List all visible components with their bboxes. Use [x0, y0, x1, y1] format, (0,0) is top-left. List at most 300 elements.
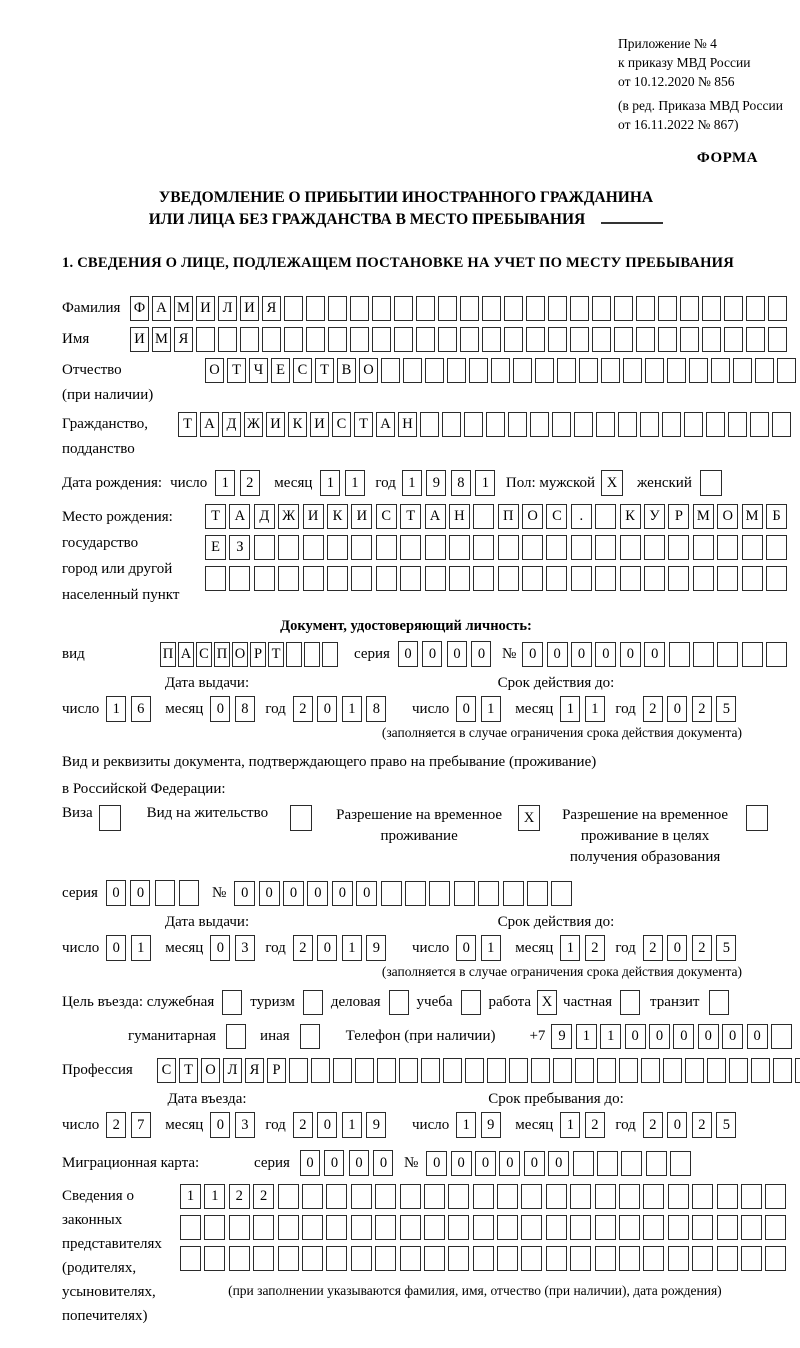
char-cell[interactable]: 0 [106, 880, 126, 906]
char-cell[interactable]: С [157, 1058, 176, 1083]
char-cell[interactable]: 1 [481, 696, 501, 722]
char-cell[interactable]: О [201, 1058, 220, 1083]
char-cell[interactable]: И [351, 504, 372, 529]
char-cell[interactable] [508, 412, 527, 437]
char-cell[interactable] [526, 327, 545, 352]
char-cell[interactable]: В [337, 358, 356, 383]
char-cell[interactable] [328, 296, 347, 321]
char-cell[interactable]: 0 [106, 935, 126, 961]
char-cell[interactable]: 2 [692, 935, 712, 961]
char-cell[interactable]: 0 [422, 641, 442, 667]
char-cell[interactable] [620, 535, 641, 560]
char-cell[interactable] [482, 327, 501, 352]
char-cell[interactable] [278, 1215, 299, 1240]
char-cell[interactable] [375, 1184, 396, 1209]
char-cell[interactable] [795, 1058, 800, 1083]
char-cell[interactable]: П [214, 642, 230, 667]
char-cell[interactable] [724, 296, 743, 321]
char-cell[interactable]: 1 [600, 1024, 621, 1049]
char-cell[interactable]: 0 [571, 642, 592, 667]
char-cell[interactable] [327, 535, 348, 560]
char-cell[interactable] [180, 1215, 201, 1240]
char-cell[interactable] [381, 358, 400, 383]
char-cell[interactable]: И [130, 327, 149, 352]
char-cell[interactable] [702, 296, 721, 321]
char-cell[interactable] [700, 470, 722, 496]
char-cell[interactable]: 0 [210, 935, 230, 961]
char-cell[interactable]: 2 [643, 696, 663, 722]
char-cell[interactable] [546, 1246, 567, 1271]
char-cell[interactable] [278, 1246, 299, 1271]
char-cell[interactable] [570, 1184, 591, 1209]
char-cell[interactable] [400, 566, 421, 591]
char-cell[interactable] [303, 535, 324, 560]
char-cell[interactable]: 0 [722, 1024, 743, 1049]
char-cell[interactable] [278, 1184, 299, 1209]
char-cell[interactable]: 0 [300, 1150, 320, 1176]
char-cell[interactable]: 1 [576, 1024, 597, 1049]
char-cell[interactable] [553, 1058, 572, 1083]
char-cell[interactable]: 1 [475, 470, 495, 496]
char-cell[interactable]: 9 [551, 1024, 572, 1049]
char-cell[interactable]: Ж [278, 504, 299, 529]
char-cell[interactable] [595, 535, 616, 560]
char-cell[interactable]: Я [245, 1058, 264, 1083]
char-cell[interactable]: 1 [560, 696, 580, 722]
char-cell[interactable] [504, 296, 523, 321]
visa-checkbox[interactable] [99, 805, 121, 831]
char-cell[interactable] [473, 535, 494, 560]
char-cell[interactable]: 0 [548, 1151, 569, 1176]
char-cell[interactable]: 5 [716, 935, 736, 961]
char-cell[interactable] [765, 1246, 786, 1271]
char-cell[interactable]: 0 [547, 642, 568, 667]
char-cell[interactable] [486, 412, 505, 437]
char-cell[interactable] [278, 535, 299, 560]
char-cell[interactable]: 0 [307, 881, 328, 906]
char-cell[interactable] [646, 1151, 667, 1176]
char-cell[interactable] [766, 566, 787, 591]
char-cell[interactable] [400, 1246, 421, 1271]
char-cell[interactable]: Т [400, 504, 421, 529]
char-cell[interactable]: 1 [342, 1112, 362, 1138]
char-cell[interactable]: 0 [620, 642, 641, 667]
char-cell[interactable] [394, 296, 413, 321]
char-cell[interactable]: 9 [366, 935, 386, 961]
char-cell[interactable] [692, 1184, 713, 1209]
char-cell[interactable]: П [498, 504, 519, 529]
char-cell[interactable] [685, 1058, 704, 1083]
char-cell[interactable] [570, 327, 589, 352]
char-cell[interactable]: X [601, 470, 623, 496]
char-cell[interactable] [240, 327, 259, 352]
char-cell[interactable] [226, 1024, 246, 1049]
purpose-transit-checkbox[interactable] [709, 990, 729, 1015]
char-cell[interactable]: 0 [317, 935, 337, 961]
char-cell[interactable] [574, 412, 593, 437]
char-cell[interactable]: 0 [524, 1151, 545, 1176]
char-cell[interactable] [302, 1246, 323, 1271]
char-cell[interactable]: 1 [215, 470, 235, 496]
char-cell[interactable] [351, 1215, 372, 1240]
char-cell[interactable]: 8 [235, 696, 255, 722]
char-cell[interactable] [449, 566, 470, 591]
char-cell[interactable]: 0 [317, 1112, 337, 1138]
char-cell[interactable] [531, 1058, 550, 1083]
char-cell[interactable]: 0 [426, 1151, 447, 1176]
char-cell[interactable] [424, 1215, 445, 1240]
char-cell[interactable] [322, 642, 338, 667]
char-cell[interactable] [670, 1151, 691, 1176]
char-cell[interactable]: X [537, 990, 557, 1015]
char-cell[interactable] [689, 358, 708, 383]
char-cell[interactable]: К [288, 412, 307, 437]
char-cell[interactable]: 1 [456, 1112, 476, 1138]
char-cell[interactable] [614, 327, 633, 352]
char-cell[interactable]: 1 [131, 935, 151, 961]
char-cell[interactable] [668, 1215, 689, 1240]
char-cell[interactable] [284, 296, 303, 321]
char-cell[interactable] [473, 1246, 494, 1271]
char-cell[interactable]: 0 [130, 880, 150, 906]
char-cell[interactable] [693, 642, 714, 667]
char-cell[interactable] [425, 358, 444, 383]
char-cell[interactable]: 2 [692, 1112, 712, 1138]
char-cell[interactable] [509, 1058, 528, 1083]
char-cell[interactable] [448, 1184, 469, 1209]
char-cell[interactable]: 0 [625, 1024, 646, 1049]
char-cell[interactable] [680, 296, 699, 321]
char-cell[interactable]: Ч [249, 358, 268, 383]
char-cell[interactable]: О [205, 358, 224, 383]
char-cell[interactable] [644, 566, 665, 591]
char-cell[interactable]: 0 [644, 642, 665, 667]
char-cell[interactable]: 6 [131, 696, 151, 722]
char-cell[interactable] [765, 1215, 786, 1240]
char-cell[interactable] [286, 642, 302, 667]
char-cell[interactable]: 1 [345, 470, 365, 496]
char-cell[interactable] [742, 535, 763, 560]
char-cell[interactable] [597, 1151, 618, 1176]
char-cell[interactable] [196, 327, 215, 352]
char-cell[interactable]: 2 [293, 1112, 313, 1138]
char-cell[interactable]: . [571, 504, 592, 529]
char-cell[interactable] [429, 881, 450, 906]
char-cell[interactable] [478, 881, 499, 906]
char-cell[interactable]: Д [222, 412, 241, 437]
char-cell[interactable] [498, 535, 519, 560]
char-cell[interactable] [619, 1058, 638, 1083]
char-cell[interactable] [473, 504, 494, 529]
char-cell[interactable] [692, 1215, 713, 1240]
char-cell[interactable] [438, 296, 457, 321]
char-cell[interactable]: 2 [585, 935, 605, 961]
char-cell[interactable] [521, 1215, 542, 1240]
char-cell[interactable] [717, 1184, 738, 1209]
char-cell[interactable] [497, 1246, 518, 1271]
char-cell[interactable] [643, 1246, 664, 1271]
char-cell[interactable] [155, 880, 175, 906]
char-cell[interactable] [571, 535, 592, 560]
char-cell[interactable]: Р [668, 504, 689, 529]
char-cell[interactable] [766, 642, 787, 667]
char-cell[interactable]: П [160, 642, 176, 667]
char-cell[interactable] [570, 296, 589, 321]
char-cell[interactable] [179, 880, 199, 906]
char-cell[interactable] [636, 296, 655, 321]
char-cell[interactable]: 0 [456, 935, 476, 961]
residence-permit-checkbox[interactable] [290, 805, 312, 831]
purpose-other-checkbox[interactable] [300, 1024, 320, 1049]
char-cell[interactable]: Е [205, 535, 226, 560]
char-cell[interactable] [375, 1215, 396, 1240]
char-cell[interactable] [619, 1246, 640, 1271]
sex-male-checkbox[interactable] [601, 470, 623, 496]
char-cell[interactable]: Н [398, 412, 417, 437]
char-cell[interactable]: М [174, 296, 193, 321]
char-cell[interactable] [571, 566, 592, 591]
char-cell[interactable]: А [376, 412, 395, 437]
char-cell[interactable] [442, 412, 461, 437]
char-cell[interactable] [304, 642, 320, 667]
char-cell[interactable] [668, 1246, 689, 1271]
purpose-business-checkbox[interactable] [389, 990, 409, 1015]
char-cell[interactable]: Т [205, 504, 226, 529]
char-cell[interactable]: 0 [447, 641, 467, 667]
char-cell[interactable] [473, 1184, 494, 1209]
char-cell[interactable] [460, 296, 479, 321]
char-cell[interactable]: 1 [560, 1112, 580, 1138]
char-cell[interactable]: 0 [210, 696, 230, 722]
char-cell[interactable] [548, 327, 567, 352]
char-cell[interactable] [253, 1215, 274, 1240]
char-cell[interactable]: 0 [673, 1024, 694, 1049]
char-cell[interactable] [724, 327, 743, 352]
char-cell[interactable] [717, 535, 738, 560]
char-cell[interactable] [421, 1058, 440, 1083]
char-cell[interactable]: 2 [240, 470, 260, 496]
char-cell[interactable] [777, 358, 796, 383]
char-cell[interactable] [254, 566, 275, 591]
char-cell[interactable] [229, 1215, 250, 1240]
char-cell[interactable]: И [310, 412, 329, 437]
char-cell[interactable] [640, 412, 659, 437]
char-cell[interactable]: 2 [692, 696, 712, 722]
char-cell[interactable]: 0 [373, 1150, 393, 1176]
char-cell[interactable] [644, 535, 665, 560]
char-cell[interactable]: 0 [283, 881, 304, 906]
char-cell[interactable] [229, 1246, 250, 1271]
char-cell[interactable] [482, 296, 501, 321]
char-cell[interactable] [668, 1184, 689, 1209]
char-cell[interactable] [425, 566, 446, 591]
char-cell[interactable]: 3 [235, 935, 255, 961]
char-cell[interactable] [205, 566, 226, 591]
char-cell[interactable] [229, 566, 250, 591]
char-cell[interactable] [692, 1246, 713, 1271]
char-cell[interactable]: 9 [366, 1112, 386, 1138]
char-cell[interactable] [372, 296, 391, 321]
char-cell[interactable]: С [293, 358, 312, 383]
char-cell[interactable] [473, 1215, 494, 1240]
char-cell[interactable]: И [266, 412, 285, 437]
char-cell[interactable] [311, 1058, 330, 1083]
char-cell[interactable] [669, 642, 690, 667]
char-cell[interactable]: 1 [106, 696, 126, 722]
purpose-official-checkbox[interactable] [222, 990, 242, 1015]
char-cell[interactable]: 0 [324, 1150, 344, 1176]
char-cell[interactable] [302, 1184, 323, 1209]
char-cell[interactable]: А [425, 504, 446, 529]
char-cell[interactable]: М [693, 504, 714, 529]
char-cell[interactable]: 0 [332, 881, 353, 906]
char-cell[interactable]: Т [315, 358, 334, 383]
char-cell[interactable] [278, 566, 299, 591]
char-cell[interactable] [180, 1246, 201, 1271]
char-cell[interactable] [400, 1184, 421, 1209]
char-cell[interactable] [741, 1246, 762, 1271]
char-cell[interactable]: Т [179, 1058, 198, 1083]
char-cell[interactable]: 1 [180, 1184, 201, 1209]
char-cell[interactable]: 0 [475, 1151, 496, 1176]
char-cell[interactable]: Я [262, 296, 281, 321]
char-cell[interactable] [706, 412, 725, 437]
char-cell[interactable]: 3 [235, 1112, 255, 1138]
char-cell[interactable] [546, 1184, 567, 1209]
char-cell[interactable]: И [240, 296, 259, 321]
char-cell[interactable] [377, 1058, 396, 1083]
char-cell[interactable] [746, 296, 765, 321]
char-cell[interactable] [573, 1151, 594, 1176]
char-cell[interactable] [766, 535, 787, 560]
char-cell[interactable] [381, 881, 402, 906]
char-cell[interactable]: 2 [293, 935, 313, 961]
char-cell[interactable] [497, 1215, 518, 1240]
char-cell[interactable]: 0 [595, 642, 616, 667]
char-cell[interactable] [394, 327, 413, 352]
char-cell[interactable]: Л [223, 1058, 242, 1083]
char-cell[interactable] [218, 327, 237, 352]
char-cell[interactable]: 0 [667, 696, 687, 722]
char-cell[interactable]: И [196, 296, 215, 321]
char-cell[interactable] [527, 881, 548, 906]
char-cell[interactable] [376, 535, 397, 560]
char-cell[interactable] [693, 535, 714, 560]
char-cell[interactable]: X [518, 805, 540, 831]
char-cell[interactable]: Ж [244, 412, 263, 437]
char-cell[interactable]: Я [174, 327, 193, 352]
char-cell[interactable]: 0 [499, 1151, 520, 1176]
char-cell[interactable]: 1 [585, 696, 605, 722]
char-cell[interactable] [621, 1151, 642, 1176]
char-cell[interactable] [557, 358, 576, 383]
char-cell[interactable] [643, 1215, 664, 1240]
char-cell[interactable]: 8 [366, 696, 386, 722]
char-cell[interactable]: И [303, 504, 324, 529]
char-cell[interactable] [403, 358, 422, 383]
char-cell[interactable]: К [327, 504, 348, 529]
char-cell[interactable]: 0 [747, 1024, 768, 1049]
char-cell[interactable] [399, 1058, 418, 1083]
char-cell[interactable] [522, 535, 543, 560]
char-cell[interactable]: 0 [234, 881, 255, 906]
char-cell[interactable] [326, 1184, 347, 1209]
char-cell[interactable]: 2 [293, 696, 313, 722]
char-cell[interactable]: 2 [585, 1112, 605, 1138]
char-cell[interactable] [498, 566, 519, 591]
char-cell[interactable] [546, 1215, 567, 1240]
char-cell[interactable] [663, 1058, 682, 1083]
char-cell[interactable]: С [376, 504, 397, 529]
char-cell[interactable] [526, 296, 545, 321]
purpose-private-checkbox[interactable] [620, 990, 640, 1015]
char-cell[interactable] [521, 1184, 542, 1209]
char-cell[interactable]: 0 [698, 1024, 719, 1049]
char-cell[interactable] [424, 1246, 445, 1271]
char-cell[interactable] [222, 990, 242, 1015]
char-cell[interactable] [448, 1246, 469, 1271]
char-cell[interactable] [592, 327, 611, 352]
char-cell[interactable]: 0 [471, 641, 491, 667]
char-cell[interactable]: О [359, 358, 378, 383]
char-cell[interactable] [643, 1184, 664, 1209]
char-cell[interactable]: С [332, 412, 351, 437]
char-cell[interactable] [290, 805, 312, 831]
char-cell[interactable] [662, 412, 681, 437]
char-cell[interactable] [302, 1215, 323, 1240]
char-cell[interactable] [473, 566, 494, 591]
purpose-study-checkbox[interactable] [461, 990, 481, 1015]
temp-residence-edu-checkbox[interactable] [746, 805, 768, 831]
char-cell[interactable] [351, 535, 372, 560]
char-cell[interactable]: Т [227, 358, 246, 383]
char-cell[interactable]: 0 [317, 696, 337, 722]
char-cell[interactable]: 1 [560, 935, 580, 961]
phone-cells[interactable] [551, 1024, 795, 1049]
char-cell[interactable] [416, 327, 435, 352]
char-cell[interactable] [729, 1058, 748, 1083]
char-cell[interactable] [300, 1024, 320, 1049]
char-cell[interactable]: 0 [356, 881, 377, 906]
char-cell[interactable] [728, 412, 747, 437]
char-cell[interactable]: У [644, 504, 665, 529]
char-cell[interactable] [372, 327, 391, 352]
char-cell[interactable] [595, 504, 616, 529]
char-cell[interactable]: 2 [229, 1184, 250, 1209]
char-cell[interactable] [668, 535, 689, 560]
char-cell[interactable] [351, 1246, 372, 1271]
char-cell[interactable] [254, 535, 275, 560]
char-cell[interactable] [596, 412, 615, 437]
char-cell[interactable] [425, 535, 446, 560]
char-cell[interactable] [513, 358, 532, 383]
char-cell[interactable] [424, 1184, 445, 1209]
char-cell[interactable] [717, 1246, 738, 1271]
char-cell[interactable] [620, 566, 641, 591]
char-cell[interactable] [711, 358, 730, 383]
char-cell[interactable] [645, 358, 664, 383]
char-cell[interactable] [680, 327, 699, 352]
char-cell[interactable] [289, 1058, 308, 1083]
char-cell[interactable] [389, 990, 409, 1015]
char-cell[interactable] [454, 881, 475, 906]
char-cell[interactable] [204, 1215, 225, 1240]
char-cell[interactable] [522, 566, 543, 591]
char-cell[interactable] [579, 358, 598, 383]
char-cell[interactable] [521, 1246, 542, 1271]
char-cell[interactable] [552, 412, 571, 437]
char-cell[interactable]: Б [766, 504, 787, 529]
